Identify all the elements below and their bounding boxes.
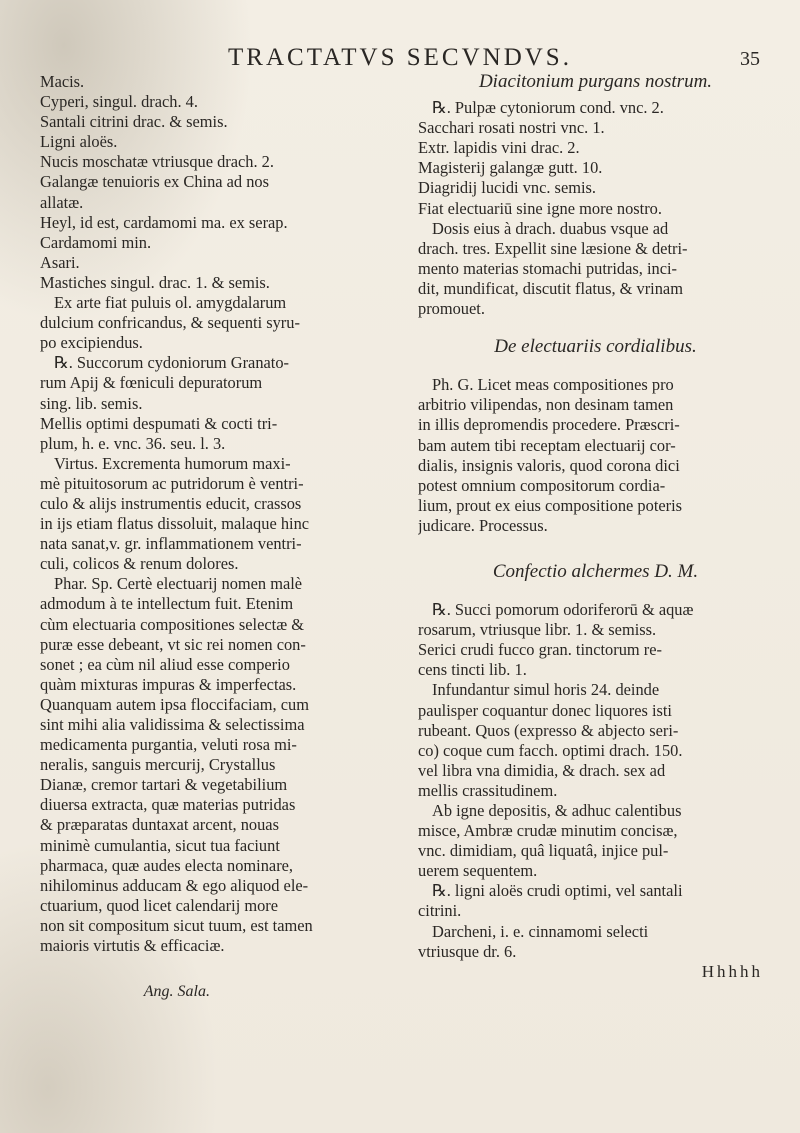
- text-line: vtriusque dr. 6.: [418, 941, 517, 961]
- text-line: neralis, sanguis mercurij, Crystallus: [40, 755, 276, 775]
- text-line: misce, Ambræ crudæ minutim concisæ,: [418, 821, 678, 841]
- text-line: allatæ.: [40, 192, 84, 212]
- text-line: plum, h. e. vnc. 36. seu. l. 3.: [40, 433, 226, 453]
- text-line: Cardamomi min.: [40, 232, 152, 252]
- text-line: culo & alijs instrumentis educit, crassos: [40, 493, 302, 513]
- text-line: Serici crudi fucco gran. tinctorum re-: [418, 640, 662, 660]
- text-line: puræ esse debeant, vt sic rei nomen con-: [40, 634, 306, 654]
- text-line: Infundantur simul horis 24. deinde: [432, 680, 660, 700]
- text-line: Mellis optimi despumati & cocti tri-: [40, 413, 278, 433]
- text-line: Darcheni, i. e. cinnamomi selecti: [432, 921, 649, 941]
- text-line: uerem sequentem.: [418, 861, 538, 881]
- text-line: paulisper coquantur donec liquores isti: [418, 700, 672, 720]
- signature: Ang. Sala.: [143, 983, 210, 1001]
- text-line: pharmaca, quæ audes electa nominare,: [40, 855, 294, 875]
- text-line: nihilominus adducam & ego aliquod ele-: [40, 875, 309, 895]
- text-line: co) coque cum facch. optimi drach. 150.: [418, 740, 683, 760]
- text-line: Santali citrini drac. & semis.: [40, 112, 228, 132]
- text-line: cùm electuaria compositiones selectæ &: [40, 614, 304, 634]
- text-line: & præparatas duntaxat arcent, nouas: [40, 815, 279, 835]
- text-line: maioris virtutis & efficaciæ.: [40, 936, 225, 956]
- paragraph-electuariis: [418, 375, 773, 536]
- text-line: mento materias stomachi putridas, inci-: [418, 258, 677, 278]
- text-line: quàm mixturas impuras & imperfectas.: [40, 674, 297, 694]
- text-line: Phar. Sp. Certè electuarij nomen malè: [54, 574, 303, 594]
- text-line: rum Apij & fœniculi depuratorum: [40, 373, 263, 393]
- text-line: Galangæ tenuioris ex China ad nos: [40, 172, 269, 192]
- text-line: ℞. Pulpæ cytoniorum cond. vnc. 2.: [432, 98, 664, 118]
- text-line: Dosis eius à drach. duabus vsque ad: [432, 218, 669, 238]
- text-line: Heyl, id est, cardamomi ma. ex serap.: [40, 212, 288, 232]
- text-line: Ab igne depositis, & adhuc calentibus: [432, 801, 682, 820]
- text-line: dit, mundificat, discutit flatus, & vrinam: [418, 278, 683, 298]
- left-column: [40, 72, 370, 1002]
- text-line: ℞. ligni aloës crudi optimi, vel santali: [432, 881, 683, 901]
- text-line: dulcium confricandus, & sequenti syru-: [40, 313, 300, 333]
- text-line: arbitrio vilipendas, non desinam tamen: [418, 395, 674, 415]
- text-line: lium, prout ex eius compositione poteris: [418, 495, 683, 515]
- heading-electuariis: De electuariis cordialibus.: [494, 337, 697, 358]
- text-line: sing. lib. semis.: [40, 393, 143, 413]
- left-column-text: [40, 72, 370, 956]
- text-line: sonet ; ea cùm nil aliud esse comperio: [40, 654, 290, 674]
- text-line: minimè cumulantia, sicut tua faciunt: [40, 835, 280, 855]
- text-line: diuersa extracta, quæ materias putridas: [40, 795, 296, 815]
- heading-diacitonium: Diacitonium purgans nostrum.: [478, 72, 713, 92]
- text-line: judicare. Processus.: [418, 515, 548, 535]
- text-line: dialis, insignis valoris, quod corona dici: [418, 455, 680, 475]
- text-line: cens tincti lib. 1.: [418, 660, 527, 680]
- text-line: bam autem tibi receptam electuarij cor-: [418, 435, 676, 455]
- text-line: Extr. lapidis vini drac. 2.: [418, 138, 580, 158]
- text-line: sint mihi alia validissima & selectissima: [40, 715, 305, 734]
- text-line: Magisterij galangæ gutt. 10.: [418, 158, 603, 178]
- page-number: 35: [740, 48, 760, 70]
- recipe-alchermes: [418, 600, 773, 962]
- text-line: po excipiendus.: [40, 333, 143, 353]
- text-line: Virtus. Excrementa humorum maxi-: [54, 453, 291, 473]
- catchword: Hhhhh: [701, 961, 763, 981]
- text-line: citrini.: [418, 901, 462, 921]
- text-line: ℞. Succi pomorum odoriferorū & aquæ: [432, 600, 694, 620]
- text-line: Dianæ, cremor tartari & vegetabilium: [40, 775, 288, 795]
- text-line: Ph. G. Licet meas compositiones pro: [432, 375, 674, 395]
- text-line: medicamenta purgantia, veluti rosa mi-: [40, 735, 297, 755]
- running-head: TRACTATVS SECVNDVS.: [228, 44, 572, 71]
- text-line: vel libra vna dimidia, & drach. sex ad: [418, 760, 666, 780]
- text-line: Sacchari rosati nostri vnc. 1.: [418, 118, 605, 138]
- text-line: Mastiches singul. drac. 1. & semis.: [40, 272, 270, 292]
- text-line: Ex arte fiat puluis ol. amygdalarum: [54, 293, 287, 313]
- text-line: Macis.: [40, 72, 85, 91]
- text-line: drach. tres. Expellit sine læsione & detri-: [418, 238, 688, 258]
- text-line: potest omnium compositorum cordia-: [418, 475, 666, 495]
- text-line: Nucis moschatæ vtriusque drach. 2.: [40, 152, 274, 172]
- text-line: Ligni aloës.: [40, 132, 118, 152]
- text-line: culi, colicos & renum dolores.: [40, 554, 239, 574]
- text-line: Diagridij lucidi vnc. semis.: [418, 178, 596, 198]
- text-line: mellis crassitudinem.: [418, 780, 558, 800]
- text-line: in illis depromendis procedere. Præscri-: [418, 415, 680, 435]
- text-line: ℞. Succorum cydoniorum Granato-: [54, 353, 289, 373]
- text-line: in ijs etiam flatus dissoluit, malaque hinc: [40, 514, 310, 534]
- text-line: non sit compositum sicut tuum, est tamen: [40, 915, 313, 935]
- text-line: Fiat electuariū sine igne more nostro.: [418, 198, 662, 218]
- text-line: Cyperi, singul. drach. 4.: [40, 92, 198, 112]
- text-line: rosarum, vtriusque libr. 1. & semiss.: [418, 620, 657, 640]
- recipe-diacitonium: [418, 98, 773, 319]
- right-column: [418, 72, 773, 982]
- text-line: Asari.: [40, 252, 80, 272]
- text-line: promouet.: [418, 299, 485, 319]
- text-line: vnc. dimidiam, quâ liquatâ, injice pul-: [418, 841, 669, 861]
- text-line: rubeant. Quos (expresso & abjecto seri-: [418, 720, 679, 740]
- text-line: ctuarium, quod licet calendarij more: [40, 895, 279, 915]
- text-line: mè pituitosorum ac putridorum è ventri-: [40, 473, 304, 493]
- text-line: Quanquam autem ipsa floccifaciam, cum: [40, 694, 309, 714]
- text-line: admodum à te intellectum fuit. Etenim: [40, 594, 294, 614]
- heading-confectio-alchermes: Confectio alchermes D. M.: [492, 561, 699, 582]
- text-line: nata sanat,v. gr. inflammationem ventri-: [40, 534, 302, 554]
